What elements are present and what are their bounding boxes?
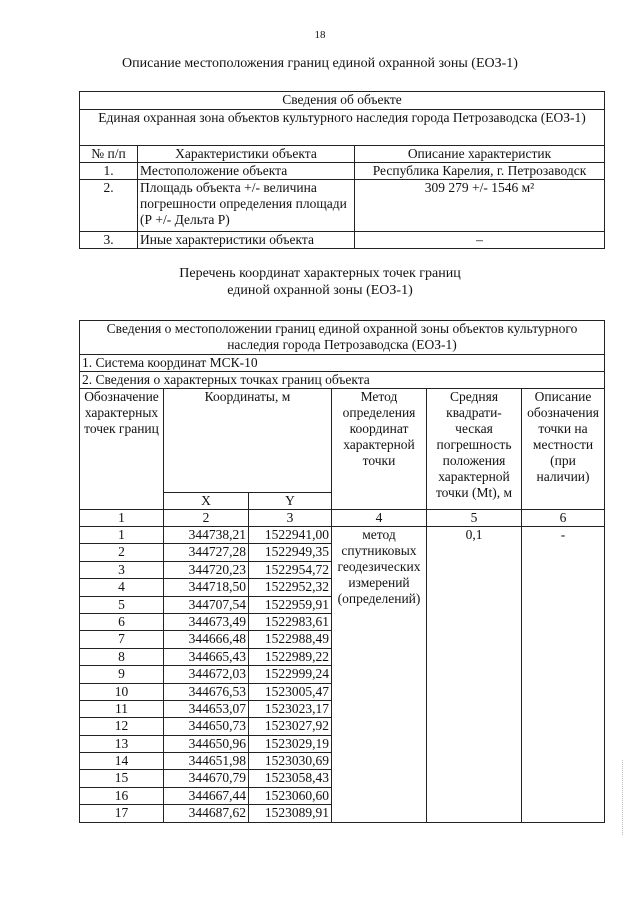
point-number: 1 xyxy=(80,527,164,544)
row-num: 2. xyxy=(80,180,138,232)
col-header-point: Обозначение характерных точек границ xyxy=(80,389,164,510)
object-info-table xyxy=(79,91,605,249)
row-num: 1. xyxy=(80,163,138,180)
table-row xyxy=(80,527,605,544)
point-number: 9 xyxy=(80,666,164,683)
point-number: 7 xyxy=(80,631,164,648)
column-index: 5 xyxy=(427,510,522,527)
point-number: 15 xyxy=(80,770,164,787)
x-coordinate: 344650,96 xyxy=(164,735,249,752)
method-description: метод спутниковых геодезических измерений (определений) xyxy=(332,527,427,823)
point-number: 4 xyxy=(80,579,164,596)
x-coordinate: 344727,28 xyxy=(164,544,249,561)
column-index: 3 xyxy=(249,510,332,527)
x-coordinate: 344650,73 xyxy=(164,718,249,735)
table-row xyxy=(80,163,605,180)
section-title-coordinates xyxy=(0,265,640,299)
x-coordinate: 344718,50 xyxy=(164,579,249,596)
y-coordinate: 1522959,91 xyxy=(249,596,332,613)
y-coordinate: 1523029,19 xyxy=(249,735,332,752)
x-coordinate: 344666,48 xyxy=(164,631,249,648)
column-index: 4 xyxy=(332,510,427,527)
point-number: 5 xyxy=(80,596,164,613)
point-description: - xyxy=(522,527,605,823)
coordinates-title-line-1: Перечень координат характерных точек границ xyxy=(179,266,461,281)
point-number: 16 xyxy=(80,787,164,804)
x-coordinate: 344676,53 xyxy=(164,683,249,700)
point-number: 17 xyxy=(80,805,164,822)
row-description: – xyxy=(355,232,605,249)
x-coordinate: 344707,54 xyxy=(164,596,249,613)
x-coordinate: 344673,49 xyxy=(164,613,249,630)
x-coordinate: 344665,43 xyxy=(164,648,249,665)
col-header-y: Y xyxy=(249,493,332,510)
y-coordinate: 1523058,43 xyxy=(249,770,332,787)
page-number: 18 xyxy=(314,29,326,41)
col-header-description: Описание характеристик xyxy=(355,146,605,163)
column-index: 2 xyxy=(164,510,249,527)
point-number: 10 xyxy=(80,683,164,700)
object-name: Единая охранная зона объектов культурного наследия города Петрозаводска (ЕОЗ-1) xyxy=(80,110,605,146)
column-index: 1 xyxy=(80,510,164,527)
table-row xyxy=(80,180,605,232)
y-coordinate: 1523027,92 xyxy=(249,718,332,735)
column-index-row xyxy=(80,510,605,527)
table-row xyxy=(80,232,605,249)
point-number: 14 xyxy=(80,753,164,770)
coordinates-table xyxy=(79,320,605,823)
coordinates-table-header: Сведения о местоположении границ единой охранной зоны объектов культурного наследия города Петрозаводска (ЕОЗ-1) xyxy=(80,321,605,355)
y-coordinate: 1522941,00 xyxy=(249,527,332,544)
col-header-coordinates: Координаты, м xyxy=(164,389,332,493)
y-coordinate: 1522999,24 xyxy=(249,666,332,683)
point-number: 11 xyxy=(80,700,164,717)
col-header-num: № п/п xyxy=(80,146,138,163)
point-number: 6 xyxy=(80,613,164,630)
x-coordinate: 344651,98 xyxy=(164,753,249,770)
col-header-point-description: Описание обозначения точки на местности (при наличии) xyxy=(522,389,605,510)
y-coordinate: 1523005,47 xyxy=(249,683,332,700)
row-description: 309 279 +/- 1546 м² xyxy=(355,180,605,232)
object-table-header: Сведения об объекте xyxy=(80,92,605,110)
x-coordinate: 344738,21 xyxy=(164,527,249,544)
col-header-error: Средняя квадрати- ческая погрешность положения характерной точки (Mt), м xyxy=(427,389,522,510)
row-characteristic: Местоположение объекта xyxy=(138,163,355,180)
x-coordinate: 344720,23 xyxy=(164,561,249,578)
y-coordinate: 1523030,69 xyxy=(249,753,332,770)
x-coordinate: 344687,62 xyxy=(164,805,249,822)
x-coordinate: 344670,79 xyxy=(164,770,249,787)
y-coordinate: 1522989,22 xyxy=(249,648,332,665)
point-number: 3 xyxy=(80,561,164,578)
col-header-method: Метод определения координат характерной точки xyxy=(332,389,427,510)
coordinates-title-line-2: единой охранной зоны (ЕОЗ-1) xyxy=(227,283,413,298)
row-description: Республика Карелия, г. Петрозаводск xyxy=(355,163,605,180)
error-value: 0,1 xyxy=(427,527,522,823)
y-coordinate: 1522954,72 xyxy=(249,561,332,578)
col-header-characteristic: Характеристики объекта xyxy=(138,146,355,163)
x-coordinate: 344653,07 xyxy=(164,700,249,717)
x-coordinate: 344667,44 xyxy=(164,787,249,804)
y-coordinate: 1523060,60 xyxy=(249,787,332,804)
y-coordinate: 1523089,91 xyxy=(249,805,332,822)
y-coordinate: 1522949,35 xyxy=(249,544,332,561)
point-number: 8 xyxy=(80,648,164,665)
scan-margin-mark xyxy=(622,760,625,835)
x-coordinate: 344672,03 xyxy=(164,666,249,683)
y-coordinate: 1522952,32 xyxy=(249,579,332,596)
section-title-object: Описание местоположения границ единой охранной зоны (ЕОЗ-1) xyxy=(122,56,518,71)
y-coordinate: 1522988,49 xyxy=(249,631,332,648)
column-index: 6 xyxy=(522,510,605,527)
row-num: 3. xyxy=(80,232,138,249)
section-heading: 2. Сведения о характерных точках границ объекта xyxy=(80,372,605,389)
row-characteristic: Иные характеристики объекта xyxy=(138,232,355,249)
y-coordinate: 1522983,61 xyxy=(249,613,332,630)
y-coordinate: 1523023,17 xyxy=(249,700,332,717)
col-header-x: X xyxy=(164,493,249,510)
point-number: 12 xyxy=(80,718,164,735)
point-number: 2 xyxy=(80,544,164,561)
row-characteristic: Площадь объекта +/- величина погрешности определения площади (Р +/- Дельта Р) xyxy=(138,180,355,232)
point-number: 13 xyxy=(80,735,164,752)
coordinate-system: 1. Система координат МСК-10 xyxy=(80,355,605,372)
